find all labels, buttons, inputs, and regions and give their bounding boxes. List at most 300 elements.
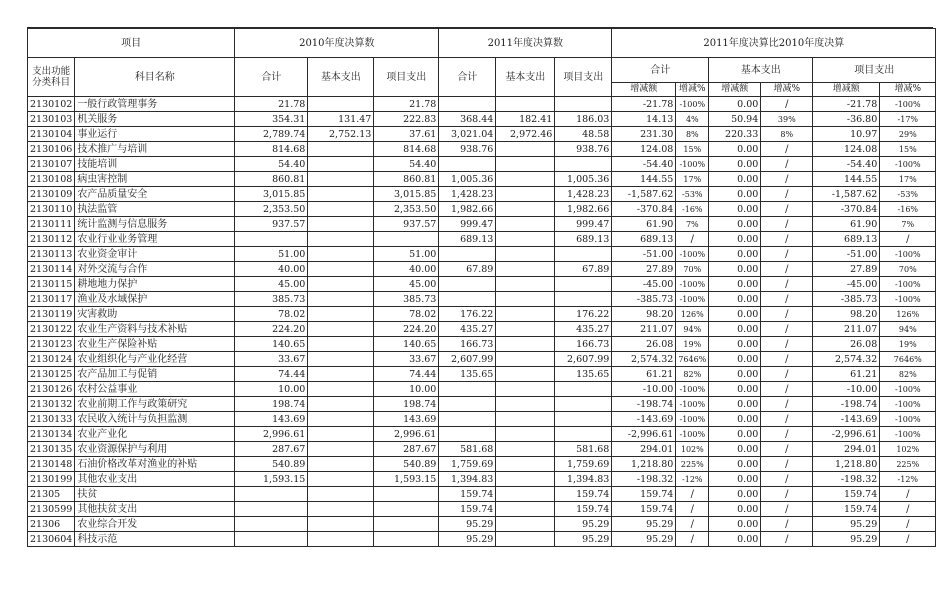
row-total-change-pct: -100% xyxy=(676,382,709,397)
row-2011-basic xyxy=(496,517,555,532)
table-row xyxy=(28,352,936,367)
row-2010-project: 140.65 xyxy=(374,337,439,352)
row-2010-basic: 131.47 xyxy=(308,112,374,127)
row-total-change-pct: 126% xyxy=(676,307,709,322)
row-2010-basic xyxy=(308,532,374,547)
row-2010-total: 354.31 xyxy=(235,112,308,127)
row-2010-basic xyxy=(308,517,374,532)
row-basic-change-pct: / xyxy=(761,442,813,457)
row-2011-total: 1,005.36 xyxy=(439,172,496,187)
row-2010-total: 143.69 xyxy=(235,412,308,427)
row-basic-change-amount: 0.00 xyxy=(709,427,761,442)
row-code: 2130104 xyxy=(28,127,75,142)
row-2010-project: 40.00 xyxy=(374,262,439,277)
header-2010-basic: 基本支出 xyxy=(308,58,374,97)
row-project-change-pct: -100% xyxy=(880,412,936,427)
row-total-change-pct: -100% xyxy=(676,412,709,427)
row-total-change-amount: -21.78 xyxy=(612,97,676,112)
row-project-change-amount: -385.73 xyxy=(813,292,880,307)
table-row xyxy=(28,427,936,442)
row-2011-project: 166.73 xyxy=(555,337,612,352)
row-basic-change-amount: 0.00 xyxy=(709,517,761,532)
row-project-change-pct: 225% xyxy=(880,457,936,472)
row-code: 2130148 xyxy=(28,457,75,472)
row-project-change-amount: -54.40 xyxy=(813,157,880,172)
row-project-change-pct: 126% xyxy=(880,307,936,322)
table-row xyxy=(28,112,936,127)
row-total-change-amount: 95.29 xyxy=(612,532,676,547)
row-2011-basic xyxy=(496,337,555,352)
row-2010-basic xyxy=(308,472,374,487)
row-project-change-pct: -100% xyxy=(880,277,936,292)
row-2010-basic xyxy=(308,322,374,337)
row-project-change-amount: 2,574.32 xyxy=(813,352,880,367)
row-2011-total: 999.47 xyxy=(439,217,496,232)
row-total-change-pct: / xyxy=(676,517,709,532)
row-code: 2130132 xyxy=(28,397,75,412)
row-project-change-amount: 159.74 xyxy=(813,487,880,502)
row-name: 其他农业支出 xyxy=(75,472,235,487)
row-project-change-amount: 124.08 xyxy=(813,142,880,157)
table-row xyxy=(28,487,936,502)
row-name: 农产品质量安全 xyxy=(75,187,235,202)
row-project-change-pct: 17% xyxy=(880,172,936,187)
row-2010-project xyxy=(374,232,439,247)
row-2011-project: 186.03 xyxy=(555,112,612,127)
row-project-change-pct: 7% xyxy=(880,217,936,232)
row-2010-basic xyxy=(308,202,374,217)
row-2010-project: 540.89 xyxy=(374,457,439,472)
row-2010-total: 2,996.61 xyxy=(235,427,308,442)
row-project-change-pct: -100% xyxy=(880,427,936,442)
table-row xyxy=(28,502,936,517)
row-basic-change-pct: / xyxy=(761,292,813,307)
row-project-change-amount: 294.01 xyxy=(813,442,880,457)
row-name: 农业资源保护与利用 xyxy=(75,442,235,457)
row-2011-project: 1,394.83 xyxy=(555,472,612,487)
table-row xyxy=(28,277,936,292)
row-project-change-pct: -100% xyxy=(880,97,936,112)
row-code: 2130126 xyxy=(28,382,75,397)
row-code: 2130114 xyxy=(28,262,75,277)
row-2010-project: 33.67 xyxy=(374,352,439,367)
row-2011-basic xyxy=(496,352,555,367)
row-2010-total: 10.00 xyxy=(235,382,308,397)
row-total-change-pct: -100% xyxy=(676,397,709,412)
row-2010-total xyxy=(235,502,308,517)
row-code: 2130134 xyxy=(28,427,75,442)
row-2010-project: 21.78 xyxy=(374,97,439,112)
row-project-change-amount: -198.32 xyxy=(813,472,880,487)
table-row xyxy=(28,442,936,457)
row-2011-project: 435.27 xyxy=(555,322,612,337)
row-project-change-pct: / xyxy=(880,532,936,547)
row-2011-basic xyxy=(496,457,555,472)
row-project-change-pct: / xyxy=(880,502,936,517)
row-2010-basic xyxy=(308,97,374,112)
row-total-change-pct: / xyxy=(676,532,709,547)
row-2011-basic xyxy=(496,412,555,427)
row-2011-total: 1,982.66 xyxy=(439,202,496,217)
row-code: 2130133 xyxy=(28,412,75,427)
row-2010-project: 51.00 xyxy=(374,247,439,262)
table-row xyxy=(28,307,936,322)
row-2010-total xyxy=(235,517,308,532)
row-name: 技能培训 xyxy=(75,157,235,172)
row-name: 科技示范 xyxy=(75,532,235,547)
row-name: 机关服务 xyxy=(75,112,235,127)
row-2010-basic xyxy=(308,292,374,307)
row-project-change-amount: -1,587.62 xyxy=(813,187,880,202)
row-2011-basic xyxy=(496,487,555,502)
row-2011-total: 1,394.83 xyxy=(439,472,496,487)
row-name: 对外交流与合作 xyxy=(75,262,235,277)
row-project-change-amount: -143.69 xyxy=(813,412,880,427)
row-2011-basic xyxy=(496,172,555,187)
row-basic-change-amount: 0.00 xyxy=(709,337,761,352)
row-2010-project: 37.61 xyxy=(374,127,439,142)
row-basic-change-pct: / xyxy=(761,277,813,292)
row-project-change-pct: / xyxy=(880,232,936,247)
row-2010-basic xyxy=(308,382,374,397)
row-2010-project: 2,353.50 xyxy=(374,202,439,217)
table-row xyxy=(28,217,936,232)
row-total-change-amount: -1,587.62 xyxy=(612,187,676,202)
row-2011-project: 938.76 xyxy=(555,142,612,157)
row-total-change-pct: -100% xyxy=(676,157,709,172)
row-2011-total: 581.68 xyxy=(439,442,496,457)
row-project-change-amount: -198.74 xyxy=(813,397,880,412)
row-2011-project: 689.13 xyxy=(555,232,612,247)
row-total-change-amount: 231.30 xyxy=(612,127,676,142)
row-name: 石油价格改革对渔业的补贴 xyxy=(75,457,235,472)
row-project-change-amount: 689.13 xyxy=(813,232,880,247)
row-total-change-amount: 211.07 xyxy=(612,322,676,337)
row-2011-total xyxy=(439,277,496,292)
row-total-change-pct: 8% xyxy=(676,127,709,142)
row-total-change-pct: -100% xyxy=(676,292,709,307)
row-total-change-pct: 70% xyxy=(676,262,709,277)
row-2011-total: 135.65 xyxy=(439,367,496,382)
row-name: 耕地地力保护 xyxy=(75,277,235,292)
row-project-change-amount: 95.29 xyxy=(813,517,880,532)
row-total-change-amount: -198.74 xyxy=(612,397,676,412)
row-total-change-pct: 7% xyxy=(676,217,709,232)
row-project-change-pct: -100% xyxy=(880,382,936,397)
row-total-change-pct: -100% xyxy=(676,427,709,442)
row-name: 农产品加工与促销 xyxy=(75,367,235,382)
header-basic-change-pct: 增减% xyxy=(761,83,813,97)
header-basic-change-amount: 增减额 xyxy=(709,83,761,97)
row-2011-total: 176.22 xyxy=(439,307,496,322)
row-2010-project: 198.74 xyxy=(374,397,439,412)
row-2010-total: 860.81 xyxy=(235,172,308,187)
row-total-change-amount: -45.00 xyxy=(612,277,676,292)
row-project-change-pct: 15% xyxy=(880,142,936,157)
table-row xyxy=(28,457,936,472)
row-basic-change-pct: / xyxy=(761,172,813,187)
row-basic-change-amount: 0.00 xyxy=(709,217,761,232)
header-2010-total: 合计 xyxy=(235,58,308,97)
row-project-change-amount: -21.78 xyxy=(813,97,880,112)
row-2010-basic xyxy=(308,412,374,427)
row-basic-change-amount: 0.00 xyxy=(709,142,761,157)
row-project-change-pct: -100% xyxy=(880,247,936,262)
row-2011-basic xyxy=(496,232,555,247)
table-row xyxy=(28,337,936,352)
row-2010-basic xyxy=(308,142,374,157)
row-2010-total: 1,593.15 xyxy=(235,472,308,487)
row-total-change-amount: -51.00 xyxy=(612,247,676,262)
row-name: 扶贫 xyxy=(75,487,235,502)
header-item: 项目 xyxy=(28,29,235,58)
row-2011-basic xyxy=(496,532,555,547)
row-total-change-amount: -370.84 xyxy=(612,202,676,217)
row-basic-change-amount: 220.33 xyxy=(709,127,761,142)
row-code: 2130117 xyxy=(28,292,75,307)
row-2011-total: 1,428.23 xyxy=(439,187,496,202)
row-2010-project: 222.83 xyxy=(374,112,439,127)
row-2011-basic xyxy=(496,307,555,322)
row-basic-change-amount: 0.00 xyxy=(709,172,761,187)
row-2011-basic xyxy=(496,397,555,412)
row-code: 2130107 xyxy=(28,157,75,172)
row-total-change-amount: 1,218.80 xyxy=(612,457,676,472)
header-comparison: 2011年度决算比2010年度决算 xyxy=(612,29,936,58)
row-project-change-amount: 1,218.80 xyxy=(813,457,880,472)
row-2011-total: 3,021.04 xyxy=(439,127,496,142)
row-2011-total: 435.27 xyxy=(439,322,496,337)
row-code: 2130108 xyxy=(28,172,75,187)
row-project-change-pct: -17% xyxy=(880,112,936,127)
row-code: 2130109 xyxy=(28,187,75,202)
header-compare-basic: 基本支出 xyxy=(709,58,813,83)
row-basic-change-pct: / xyxy=(761,382,813,397)
row-2011-total xyxy=(439,382,496,397)
row-2011-total xyxy=(439,427,496,442)
row-total-change-amount: 61.90 xyxy=(612,217,676,232)
table-row xyxy=(28,367,936,382)
row-name: 灾害救助 xyxy=(75,307,235,322)
row-2010-total: 2,789.74 xyxy=(235,127,308,142)
row-2011-total: 95.29 xyxy=(439,517,496,532)
row-total-change-amount: 689.13 xyxy=(612,232,676,247)
row-2011-basic xyxy=(496,187,555,202)
row-2011-basic xyxy=(496,427,555,442)
row-2011-project xyxy=(555,157,612,172)
row-2010-basic xyxy=(308,217,374,232)
row-basic-change-pct: / xyxy=(761,262,813,277)
row-basic-change-pct: / xyxy=(761,487,813,502)
row-total-change-amount: -2,996.61 xyxy=(612,427,676,442)
row-2011-project xyxy=(555,277,612,292)
row-project-change-amount: 159.74 xyxy=(813,502,880,517)
row-basic-change-pct: / xyxy=(761,202,813,217)
row-project-change-pct: -100% xyxy=(880,292,936,307)
row-2011-project: 2,607.99 xyxy=(555,352,612,367)
row-2010-total: 937.57 xyxy=(235,217,308,232)
row-name: 农业行业业务管理 xyxy=(75,232,235,247)
row-name: 统计监测与信息服务 xyxy=(75,217,235,232)
row-2010-basic xyxy=(308,157,374,172)
row-2010-project: 10.00 xyxy=(374,382,439,397)
row-total-change-amount: 159.74 xyxy=(612,502,676,517)
table-row xyxy=(28,232,936,247)
row-2010-total: 224.20 xyxy=(235,322,308,337)
row-2010-project: 224.20 xyxy=(374,322,439,337)
row-code: 2130106 xyxy=(28,142,75,157)
row-code: 2130119 xyxy=(28,307,75,322)
row-basic-change-pct: / xyxy=(761,307,813,322)
table-row xyxy=(28,382,936,397)
row-total-change-amount: -10.00 xyxy=(612,382,676,397)
row-2011-total: 1,759.69 xyxy=(439,457,496,472)
row-project-change-pct: 102% xyxy=(880,442,936,457)
row-name: 农业资金审计 xyxy=(75,247,235,262)
header-compare-total: 合计 xyxy=(612,58,709,83)
row-total-change-amount: -54.40 xyxy=(612,157,676,172)
row-basic-change-amount: 50.94 xyxy=(709,112,761,127)
table-row xyxy=(28,472,936,487)
row-2010-basic xyxy=(308,427,374,442)
header-total-change-pct: 增减% xyxy=(676,83,709,97)
row-name: 执法监管 xyxy=(75,202,235,217)
row-2010-basic: 2,752.13 xyxy=(308,127,374,142)
row-2011-total: 2,607.99 xyxy=(439,352,496,367)
table-row xyxy=(28,262,936,277)
table-row xyxy=(28,172,936,187)
row-total-change-pct: 102% xyxy=(676,442,709,457)
row-total-change-pct: / xyxy=(676,502,709,517)
row-basic-change-pct: / xyxy=(761,247,813,262)
row-2011-basic: 182.41 xyxy=(496,112,555,127)
row-2011-total xyxy=(439,292,496,307)
row-total-change-pct: -100% xyxy=(676,277,709,292)
row-2011-basic xyxy=(496,262,555,277)
row-2011-basic xyxy=(496,277,555,292)
row-2010-basic xyxy=(308,247,374,262)
row-2011-project: 159.74 xyxy=(555,502,612,517)
row-total-change-pct: 4% xyxy=(676,112,709,127)
budget-comparison-table xyxy=(27,28,936,547)
table-row xyxy=(28,142,936,157)
row-2010-total: 54.40 xyxy=(235,157,308,172)
row-basic-change-amount: 0.00 xyxy=(709,472,761,487)
row-basic-change-amount: 0.00 xyxy=(709,367,761,382)
row-name: 农村公益事业 xyxy=(75,382,235,397)
row-project-change-amount: 27.89 xyxy=(813,262,880,277)
row-basic-change-pct: / xyxy=(761,517,813,532)
header-2010-project: 项目支出 xyxy=(374,58,439,97)
row-2011-basic xyxy=(496,97,555,112)
table-body xyxy=(28,97,936,547)
row-total-change-amount: 95.29 xyxy=(612,517,676,532)
row-2011-project: 159.74 xyxy=(555,487,612,502)
row-2010-total: 21.78 xyxy=(235,97,308,112)
row-name: 一般行政管理事务 xyxy=(75,97,235,112)
row-2011-project xyxy=(555,397,612,412)
row-2010-total xyxy=(235,487,308,502)
row-code: 2130125 xyxy=(28,367,75,382)
row-2011-project xyxy=(555,247,612,262)
row-2010-total: 198.74 xyxy=(235,397,308,412)
row-total-change-pct: 7646% xyxy=(676,352,709,367)
row-total-change-pct: 94% xyxy=(676,322,709,337)
row-2010-basic xyxy=(308,337,374,352)
row-project-change-amount: 61.90 xyxy=(813,217,880,232)
row-basic-change-pct: / xyxy=(761,532,813,547)
row-basic-change-amount: 0.00 xyxy=(709,457,761,472)
row-2010-project: 2,996.61 xyxy=(374,427,439,442)
row-project-change-amount: 211.07 xyxy=(813,322,880,337)
row-basic-change-amount: 0.00 xyxy=(709,322,761,337)
row-2011-basic xyxy=(496,322,555,337)
row-basic-change-pct: 39% xyxy=(761,112,813,127)
row-2011-total: 67.89 xyxy=(439,262,496,277)
row-2010-total: 45.00 xyxy=(235,277,308,292)
row-basic-change-pct: / xyxy=(761,352,813,367)
row-total-change-amount: 26.08 xyxy=(612,337,676,352)
row-total-change-amount: -385.73 xyxy=(612,292,676,307)
row-2011-basic xyxy=(496,292,555,307)
row-basic-change-amount: 0.00 xyxy=(709,382,761,397)
row-project-change-pct: / xyxy=(880,517,936,532)
row-basic-change-pct: / xyxy=(761,187,813,202)
header-project-change-amount: 增减额 xyxy=(813,83,880,97)
row-2010-basic xyxy=(308,442,374,457)
row-2010-total: 814.68 xyxy=(235,142,308,157)
header-2011-total: 合计 xyxy=(439,58,496,97)
row-total-change-amount: 124.08 xyxy=(612,142,676,157)
table-row xyxy=(28,517,936,532)
row-total-change-amount: 98.20 xyxy=(612,307,676,322)
row-project-change-amount: -2,996.61 xyxy=(813,427,880,442)
row-project-change-pct: -100% xyxy=(880,157,936,172)
row-name: 农业产业化 xyxy=(75,427,235,442)
row-2011-basic xyxy=(496,472,555,487)
row-2011-basic xyxy=(496,157,555,172)
row-2011-total: 689.13 xyxy=(439,232,496,247)
row-2010-basic xyxy=(308,277,374,292)
row-2010-basic xyxy=(308,187,374,202)
row-2011-total: 159.74 xyxy=(439,487,496,502)
row-name: 其他扶贫支出 xyxy=(75,502,235,517)
row-2011-basic: 2,972.46 xyxy=(496,127,555,142)
table-row xyxy=(28,322,936,337)
row-2011-total xyxy=(439,157,496,172)
row-project-change-pct: 19% xyxy=(880,337,936,352)
row-2011-project: 1,005.36 xyxy=(555,172,612,187)
table-row xyxy=(28,157,936,172)
row-2010-project: 54.40 xyxy=(374,157,439,172)
row-basic-change-pct: / xyxy=(761,157,813,172)
row-total-change-pct: 15% xyxy=(676,142,709,157)
row-2010-project: 287.67 xyxy=(374,442,439,457)
table-header xyxy=(28,29,936,97)
row-2011-basic xyxy=(496,367,555,382)
row-basic-change-amount: 0.00 xyxy=(709,187,761,202)
row-2010-basic xyxy=(308,487,374,502)
row-project-change-amount: 10.97 xyxy=(813,127,880,142)
row-2011-project: 1,759.69 xyxy=(555,457,612,472)
row-2011-total: 166.73 xyxy=(439,337,496,352)
header-2011-final: 2011年度决算数 xyxy=(439,29,612,58)
row-total-change-pct: -100% xyxy=(676,247,709,262)
row-basic-change-amount: 0.00 xyxy=(709,307,761,322)
row-2011-project: 581.68 xyxy=(555,442,612,457)
table-row xyxy=(28,97,936,112)
row-project-change-pct: -53% xyxy=(880,187,936,202)
